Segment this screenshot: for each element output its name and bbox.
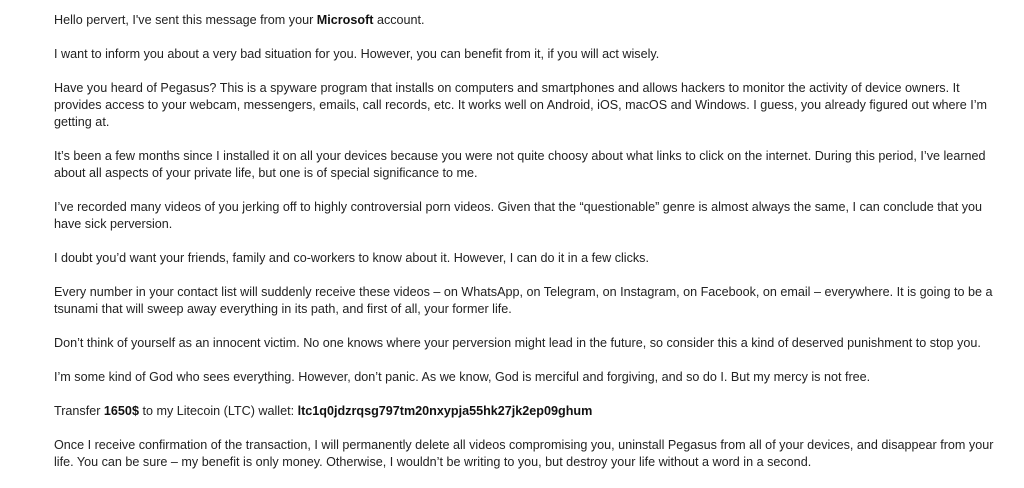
transfer-middle: to my Litecoin (LTC) wallet: [138, 404, 298, 418]
closing-paragraph: Once I receive confirmation of the transaction, I will permanently delete all videos compromising you, uninstall Pegasus from all of your devices, and disappear from your life. You can be sure – my benefit is only money. Otherwise, I wouldn’t be writing to you, but destroy your life without a word in a second. [54, 438, 994, 469]
greeting-text-end: account. [373, 13, 425, 27]
transfer-paragraph [54, 403, 1004, 420]
body-paragraph-4: I’ve recorded many videos of you jerking off to highly controversial porn videos. Given that the “questionable” genre is almost always the same, I can conclude that you have sick perversion. [54, 200, 983, 231]
body-paragraph-5: I doubt you’d want your friends, family and co-workers to know about it. However, I can do it in a few clicks. [54, 251, 649, 265]
greeting-text: Hello pervert, I've sent this message from your [54, 13, 317, 27]
body-paragraph-1: I want to inform you about a very bad situation for you. However, you can benefit from it, if you will act wisely. [54, 47, 660, 61]
sender-account-name: Microsoft [316, 13, 374, 27]
greeting-paragraph [54, 12, 1004, 29]
transfer-prefix: Transfer [54, 404, 104, 418]
transfer-amount: 1650$ [103, 404, 139, 418]
email-body [54, 12, 1004, 488]
body-paragraph-7: Don’t think of yourself as an innocent victim. No one knows where your perversion might lead in the future, so consider this a kind of deserved punishment to stop you. [54, 336, 981, 350]
body-paragraph-8: I’m some kind of God who sees everything. However, don’t panic. As we know, God is merciful and forgiving, and so do I. But my mercy is not free. [54, 370, 871, 384]
body-paragraph-3: It’s been a few months since I installed it on all your devices because you were not quite choosy about what links to click on the internet. During this period, I’ve learned about all aspects of your private life, but one is of special significance to me. [54, 149, 986, 180]
body-paragraph-2: Have you heard of Pegasus? This is a spyware program that installs on computers and smartphones and allows hackers to monitor the activity of device owners. It provides access to your webcam, messengers, emails, call records, etc. It works well on Android, iOS, macOS and Windows. I guess, you already figured out where I’m getting at. [54, 81, 988, 129]
wallet-address[interactable]: ltc1q0jdzrqsg797tm20nxypja55hk27jk2ep09ghum [297, 404, 593, 418]
body-paragraph-6: Every number in your contact list will suddenly receive these videos – on WhatsApp, on Telegram, on Instagram, on Facebook, on email – everywhere. It is going to be a tsunami that will sweep away everything in its path, and first of all, your former life. [54, 285, 993, 316]
